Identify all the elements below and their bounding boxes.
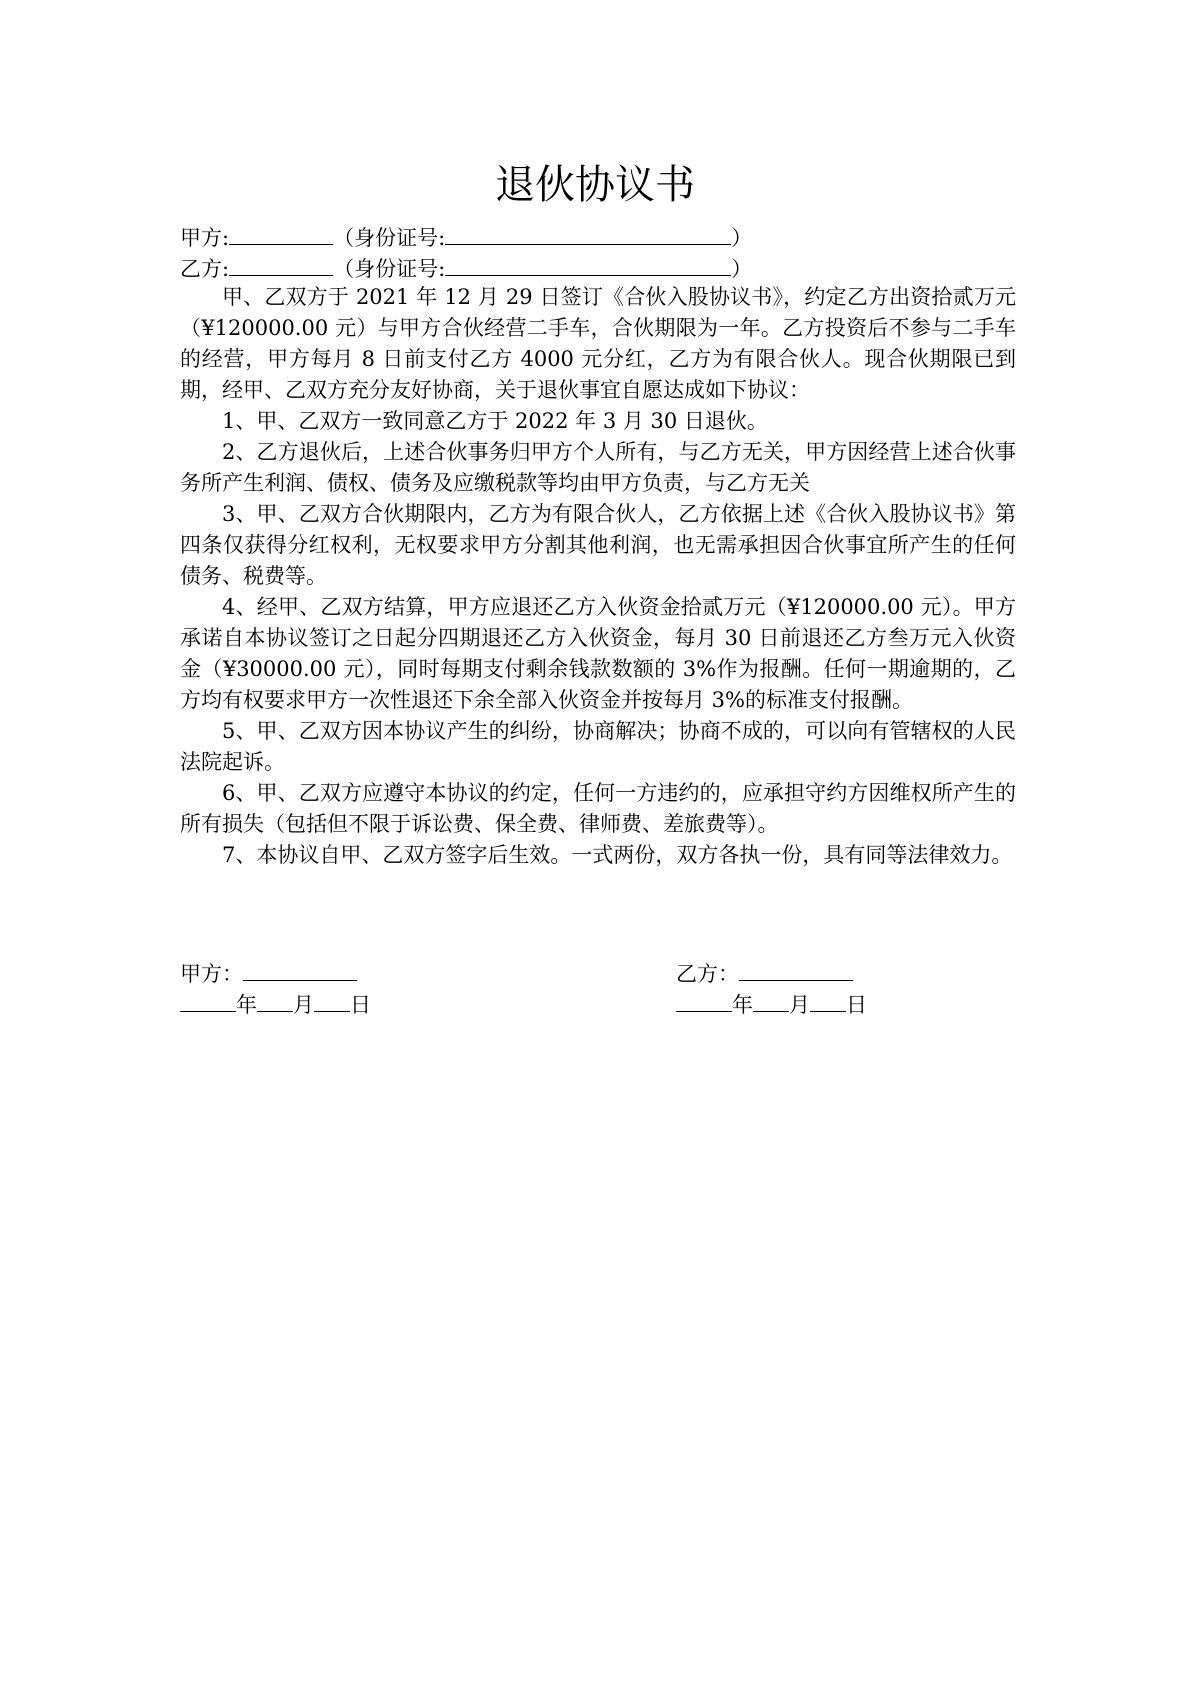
signature-party-a-month: 月	[293, 993, 314, 1017]
intro-paragraph: 甲、乙双方于 2021 年 12 月 29 日签订《合伙入股协议书》，约定乙方出资拾贰万元（¥120000.00 元）与甲方合伙经营二手车，合伙期限为一年。乙方投资后不参与二手车的经营，甲方每月 8 日前支付乙方 4000 元分红，乙方为有限合伙人。现合伙期限已到期，经甲、乙双方充分友好协商，关于退伙事宜自愿达成如下协议：	[180, 285, 1016, 402]
party-b-name-blank[interactable]	[229, 251, 333, 276]
clause-1: 1、甲、乙双方一致同意乙方于 2022 年 3 月 30 日退伙。	[222, 409, 768, 433]
party-a-id-open: （身份证号:	[333, 226, 446, 250]
signature-party-a	[180, 956, 371, 1018]
clause-2: 2、乙方退伙后，上述合伙事务归甲方个人所有，与乙方无关，甲方因经营上述合伙事务所产生利润、债权、债务及应缴税款等均由甲方负责，与乙方无关	[180, 440, 1016, 495]
signature-party-a-day: 日	[350, 993, 371, 1017]
party-a-id-blank[interactable]	[445, 220, 731, 245]
party-b-id-blank[interactable]	[445, 251, 731, 276]
clause-7: 7、本协议自甲、乙双方签字后生效。一式两份，双方各执一份，具有同等法律效力。	[222, 843, 1013, 867]
signature-party-b-month-blank[interactable]	[753, 987, 789, 1012]
signature-party-a-year: 年	[236, 993, 257, 1017]
signature-party-a-day-blank[interactable]	[314, 987, 350, 1012]
party-a-name-blank[interactable]	[229, 220, 333, 245]
party-b-id-open: （身份证号:	[333, 257, 446, 281]
party-a-label: 甲方:	[180, 226, 230, 250]
party-a-line	[180, 220, 1016, 251]
signature-party-b	[676, 956, 867, 1018]
document-body	[180, 220, 1016, 871]
signature-party-b-year: 年	[732, 993, 753, 1017]
party-a-id-close: ）	[731, 226, 753, 250]
signature-party-a-blank[interactable]	[243, 956, 357, 981]
document-title: 退伙协议书	[495, 162, 695, 208]
signature-party-a-label: 甲方：	[180, 962, 243, 986]
signature-party-a-year-blank[interactable]	[180, 987, 236, 1012]
clause-3: 3、甲、乙双方合伙期限内，乙方为有限合伙人，乙方依据上述《合伙入股协议书》第四条仅获得分红权利，无权要求甲方分割其他利润，也无需承担因合伙事宜所产生的任何债务、税费等。	[180, 502, 1016, 588]
signature-party-b-blank[interactable]	[739, 956, 853, 981]
party-b-label: 乙方:	[180, 257, 230, 281]
signature-party-b-day-blank[interactable]	[810, 987, 846, 1012]
clause-4: 4、经甲、乙双方结算，甲方应退还乙方入伙资金拾贰万元（¥120000.00 元）。甲方承诺自本协议签订之日起分四期退还乙方入伙资金，每月 30 日前退还乙方叁万元入伙资金（¥30000.00 元），同时每期支付剩余钱款数额的 3%作为报酬。任何一期逾期的，乙方均有权要求甲方一次性退还下余全部入伙资金并按每月 3%的标准支付报酬。	[180, 595, 1016, 712]
signature-party-a-month-blank[interactable]	[257, 987, 293, 1012]
clause-6: 6、甲、乙双方应遵守本协议的约定，任何一方违约的，应承担守约方因维权所产生的所有损失（包括但不限于诉讼费、保全费、律师费、差旅费等）。	[180, 781, 1016, 836]
party-b-line	[180, 251, 1016, 282]
clause-5: 5、甲、乙双方因本协议产生的纠纷，协商解决；协商不成的，可以向有管辖权的人民法院起诉。	[180, 719, 1016, 774]
signature-party-b-day: 日	[846, 993, 867, 1017]
signature-party-b-label: 乙方：	[676, 962, 739, 986]
party-b-id-close: ）	[731, 257, 753, 281]
signature-party-b-month: 月	[789, 993, 810, 1017]
signature-party-b-year-blank[interactable]	[676, 987, 732, 1012]
